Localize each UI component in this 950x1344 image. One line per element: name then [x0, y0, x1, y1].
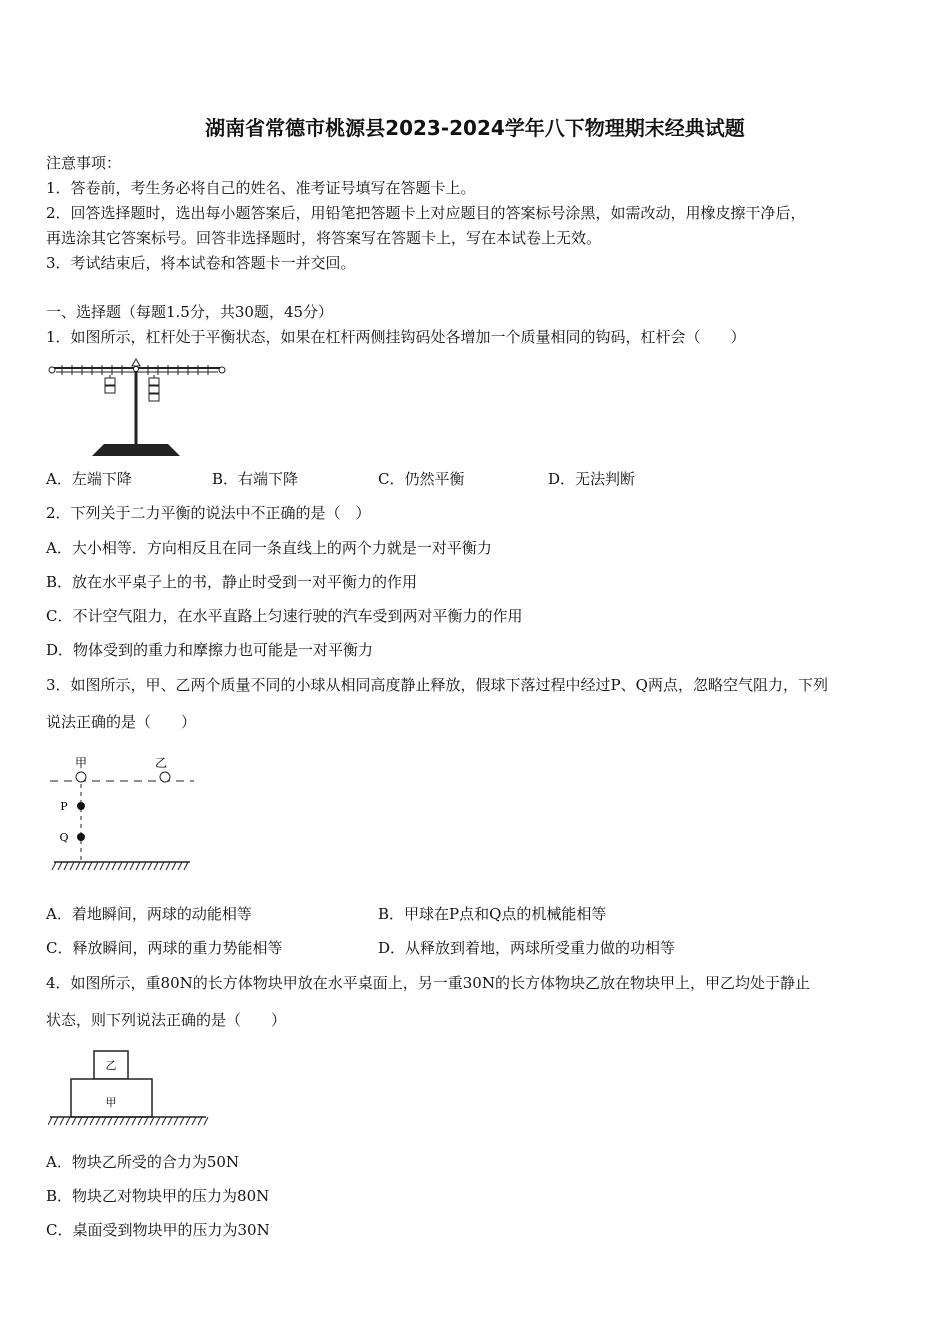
q3-option-d: D．从释放到着地，两球所受重力做的功相等 [378, 939, 676, 957]
stacked-blocks-figure [48, 1048, 210, 1132]
q1-option-a: A．左端下降 [46, 470, 132, 488]
q4-stem-line1: 4．如图所示，重80N的长方体物块甲放在水平桌面上，另一重30N的长方体物块乙放在物块甲上，甲乙均处于静止 [46, 974, 810, 992]
q2-option-a: A．大小相等．方向相反且在同一条直线上的两个力就是一对平衡力 [46, 539, 492, 557]
q2-stem: 2．下列关于二力平衡的说法中不正确的是（ ） [46, 504, 371, 522]
q1-option-b: B．右端下降 [212, 470, 299, 488]
page-title: 湖南省常德市桃源县2023-2024学年八下物理期末经典试题 [205, 116, 745, 140]
notice-item-1: 1．答卷前，考生务必将自己的姓名、准考证号填写在答题卡上。 [46, 179, 476, 197]
label-p: P [60, 800, 68, 813]
q4-option-a: A．物块乙所受的合力为50N [46, 1153, 240, 1171]
q4-option-b: B．物块乙对物块甲的压力为80N [46, 1187, 270, 1205]
q2-option-b: B．放在水平桌子上的书，静止时受到一对平衡力的作用 [46, 573, 418, 591]
falling-balls-figure [48, 752, 196, 878]
lever-figure [48, 356, 228, 458]
section-heading: 一、选择题（每题1.5分，共30题，45分） [46, 303, 334, 321]
label-yi: 乙 [154, 756, 168, 770]
q3-option-a: A．着地瞬间，两球的动能相等 [46, 905, 252, 923]
notice-item-2-cont: 再选涂其它答案标号。回答非选择题时，将答案写在答题卡上，写在本试卷上无效。 [46, 229, 602, 247]
q1-stem: 1．如图所示，杠杆处于平衡状态，如果在杠杆两侧挂钩码处各增加一个质量相同的钩码，杠杆会（ ） [46, 328, 746, 346]
notice-item-3: 3．考试结束后，将本试卷和答题卡一并交回。 [46, 254, 356, 272]
notice-heading: 注意事项： [46, 154, 122, 172]
q1-option-c: C．仍然平衡 [378, 470, 465, 488]
label-jia: 甲 [105, 1096, 117, 1109]
label-q: Q [59, 831, 69, 844]
q1-option-d: D．无法判断 [548, 470, 636, 488]
label-jia: 甲 [74, 756, 88, 770]
q3-option-c: C．释放瞬间，两球的重力势能相等 [46, 939, 283, 957]
q2-option-d: D．物体受到的重力和摩擦力也可能是一对平衡力 [46, 641, 374, 659]
notice-item-2: 2．回答选择题时，选出每小题答案后，用铅笔把答题卡上对应题目的答案标号涂黑，如需改动，用橡皮擦干净后， [46, 204, 806, 222]
label-yi: 乙 [105, 1059, 117, 1072]
q4-stem-line2: 状态，则下列说法正确的是（ ） [46, 1011, 287, 1029]
q2-option-c: C．不计空气阻力，在水平直路上匀速行驶的汽车受到两对平衡力的作用 [46, 607, 523, 625]
q3-stem-line2: 说法正确的是（ ） [46, 713, 197, 731]
q3-option-b: B．甲球在P点和Q点的机械能相等 [378, 905, 607, 923]
q4-option-c: C．桌面受到物块甲的压力为30N [46, 1221, 270, 1239]
q3-stem-line1: 3．如图所示，甲、乙两个质量不同的小球从相同高度静止释放，假球下落过程中经过P、Q两点，忽略空气阻力，下列 [46, 676, 828, 694]
